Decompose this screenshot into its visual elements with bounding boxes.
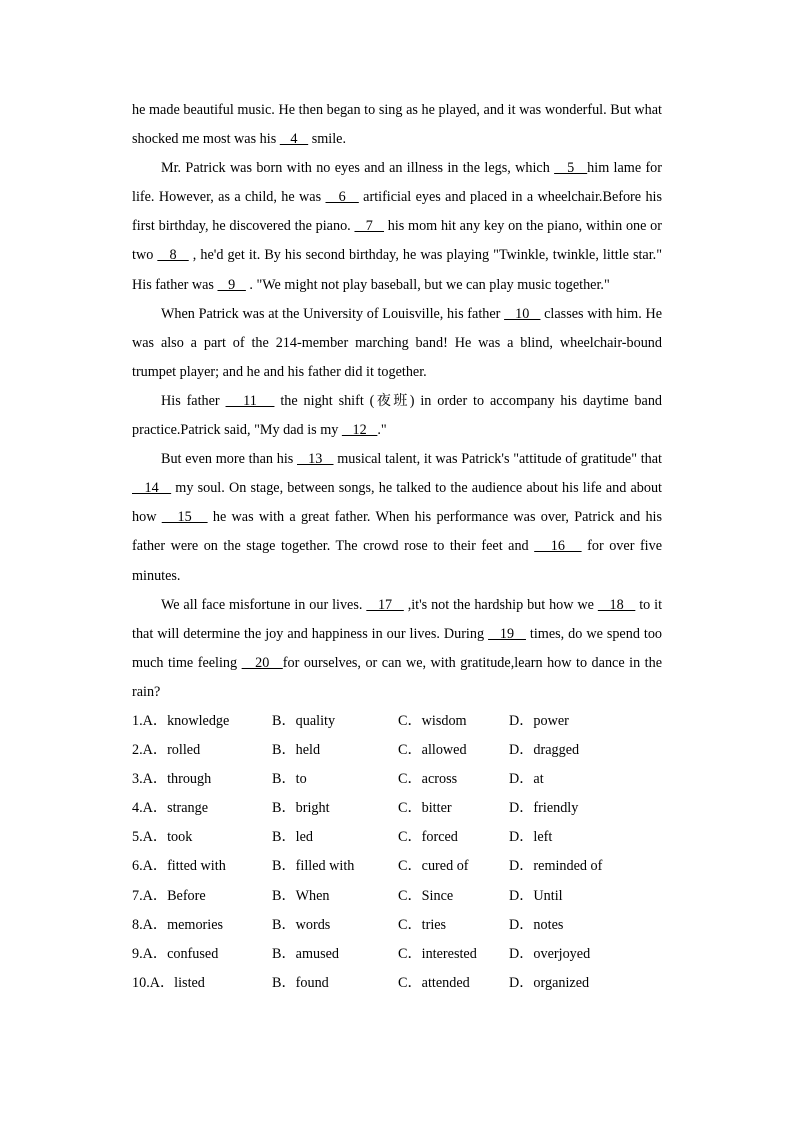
option-b: B．filled with: [272, 858, 355, 875]
passage-paragraph: [132, 591, 662, 707]
option-d: D．organized: [509, 974, 590, 991]
passage-text: We all face misfortune in our lives.: [161, 596, 367, 613]
option-b: B．to: [272, 771, 307, 788]
option-c: C．allowed: [398, 742, 467, 759]
answer-blank: 13: [297, 451, 334, 468]
option-a: 1.A．knowledge: [132, 712, 230, 729]
answer-blank: 7: [354, 218, 385, 235]
option-a: 5.A．took: [132, 829, 193, 846]
passage-text: , he'd get it. By his second birthday, he was playing "Twinkle, twinkle, little star." His father was: [132, 247, 663, 293]
answer-options: [132, 707, 662, 998]
answer-blank: 5: [554, 160, 588, 177]
option-row: [132, 882, 662, 911]
option-row: [132, 823, 662, 852]
answer-blank: 12: [341, 422, 378, 439]
passage-text: his mom hit any key on the piano, within one or two: [132, 218, 662, 264]
option-row: [132, 736, 662, 765]
option-c: C．bitter: [398, 800, 452, 817]
passage-text: . "We might not play baseball, but we can play music together.": [245, 276, 610, 293]
option-a: 8.A．memories: [132, 916, 224, 933]
option-d: D．power: [509, 712, 569, 729]
passage-text: for over five minutes.: [132, 538, 663, 584]
passage-text: ,it's not the hardship but how we: [403, 596, 598, 613]
answer-blank: 16: [534, 538, 582, 555]
option-c: C．forced: [398, 829, 458, 846]
passage-text: to it that will determine the joy and happiness in our lives. During: [132, 596, 663, 642]
answer-blank: 11: [225, 392, 275, 409]
answer-blank: 6: [325, 189, 359, 206]
option-c: C．attended: [398, 974, 470, 991]
answer-blank: 17: [366, 596, 404, 613]
option-b: B．words: [272, 916, 331, 933]
passage-text: my soul. On stage, between songs, he talked to the audience about his life and about how: [132, 480, 662, 526]
passage-text: Mr. Patrick was born with no eyes and an illness in the legs, which: [161, 160, 555, 177]
document-page: [132, 96, 662, 998]
option-d: D．notes: [509, 916, 564, 933]
passage-text: When Patrick was at the University of Louisville, his father: [161, 305, 505, 322]
option-row: [132, 911, 662, 940]
option-c: C．wisdom: [398, 712, 467, 729]
passage-text: .": [377, 422, 387, 439]
answer-blank: 20: [241, 654, 283, 671]
passage-text: artificial eyes and placed in a wheelchair.Before his first birthday, he discovered the piano.: [132, 189, 663, 235]
passage-text: the night shift (夜班) in order to accompany his daytime band practice.Patrick said, "My dad is my: [132, 392, 663, 439]
option-b: B．When: [272, 887, 330, 904]
option-b: B．led: [272, 829, 313, 846]
passage-paragraph: [132, 445, 662, 590]
option-d: D．Until: [509, 887, 563, 904]
option-c: C．Since: [398, 887, 454, 904]
passage-paragraph: [132, 387, 662, 445]
option-row: [132, 852, 662, 881]
option-d: D．friendly: [509, 800, 579, 817]
option-a: 3.A．through: [132, 771, 212, 788]
passage-text: His father: [161, 392, 226, 409]
passage-text: smile.: [308, 131, 346, 148]
option-a: 7.A．Before: [132, 887, 206, 904]
option-a: 2.A．rolled: [132, 742, 201, 759]
option-c: C．tries: [398, 916, 447, 933]
passage-text: times, do we spend too much time feeling: [132, 625, 663, 671]
passage-text: musical talent, it was Patrick's "attitude of gratitude" that: [333, 451, 662, 468]
option-b: B．found: [272, 974, 329, 991]
option-d: D．overjoyed: [509, 945, 591, 962]
option-c: C．interested: [398, 945, 477, 962]
option-row: [132, 765, 662, 794]
cloze-passage: [132, 96, 662, 707]
answer-blank: 15: [161, 509, 208, 526]
passage-text: he made beautiful music. He then began to sing as he played, and it was wonderful. But what shocked me most was his: [132, 102, 662, 148]
option-b: B．held: [272, 742, 321, 759]
option-row: [132, 794, 662, 823]
option-d: D．left: [509, 829, 553, 846]
option-b: B．bright: [272, 800, 330, 817]
option-b: B．amused: [272, 945, 339, 962]
option-d: D．reminded of: [509, 858, 603, 875]
option-row: [132, 940, 662, 969]
answer-blank: 9: [217, 276, 246, 293]
passage-text: for ourselves, or can we, with gratitude,learn how to dance in the rain?: [132, 654, 662, 700]
option-row: [132, 707, 662, 736]
passage-text: he was with a great father. When his performance was over, Patrick and his father were on the stage together. The crowd rose to their feet and: [132, 509, 663, 555]
option-a: 9.A．confused: [132, 945, 219, 962]
option-d: D．dragged: [509, 742, 580, 759]
option-c: C．cured of: [398, 858, 469, 875]
answer-blank: 14: [132, 480, 172, 497]
option-a: 10.A．listed: [132, 974, 205, 991]
answer-blank: 19: [488, 625, 526, 642]
passage-paragraph: [132, 96, 662, 154]
answer-blank: 4: [279, 131, 309, 148]
passage-text: But even more than his: [161, 451, 297, 468]
passage-paragraph: [132, 154, 662, 299]
passage-text: him lame for life. However, as a child, he was: [132, 160, 662, 206]
passage-paragraph: [132, 300, 662, 387]
answer-blank: 18: [597, 596, 636, 613]
option-b: B．quality: [272, 712, 336, 729]
option-c: C．across: [398, 771, 458, 788]
passage-text: classes with him. He was also a part of the 214-member marching band! He was a blind, wheelchair-bound trumpet player; and he and his father did it together.: [132, 305, 662, 380]
option-row: [132, 969, 662, 998]
answer-blank: 10: [504, 305, 541, 322]
option-a: 4.A．strange: [132, 800, 209, 817]
answer-blank: 8: [157, 247, 189, 264]
option-a: 6.A．fitted with: [132, 858, 226, 875]
option-d: D．at: [509, 771, 544, 788]
